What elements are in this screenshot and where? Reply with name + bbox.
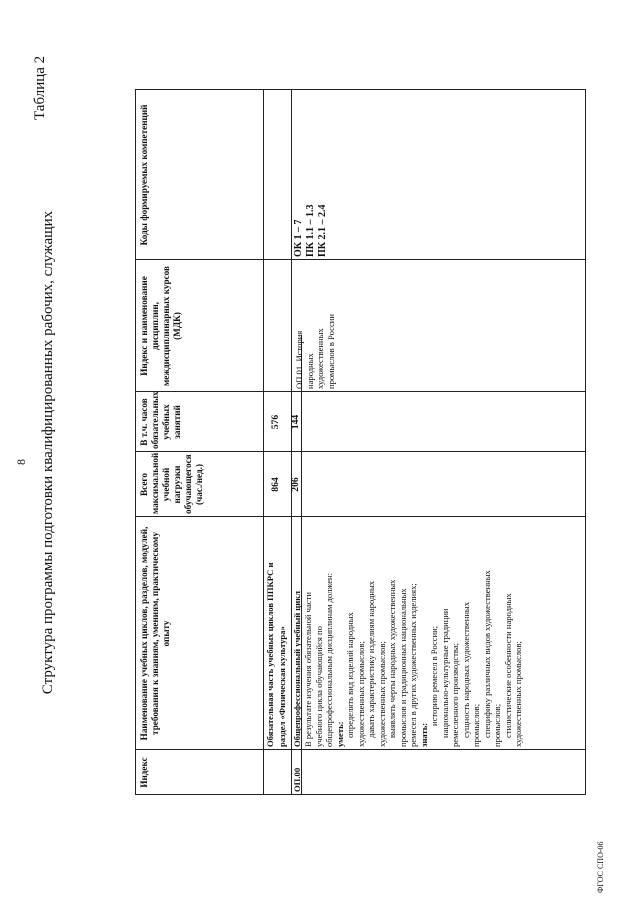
col-border-left [135,794,586,795]
op-cycle-hours: 144 [290,414,301,430]
knowledge-item: ремесленного производства; [450,642,460,747]
knowledge-item: сущность народных художественных [460,601,471,738]
competency-code: ПК 1.1 – 1.3 [305,204,316,257]
knowledge-item: специфику различных видов художественных [481,570,492,738]
knowledge-item: стилистические особенности народных [502,593,513,738]
content-intro-2: учебного цикла обучающийся по [313,626,324,747]
discipline-name-2: народных [304,353,315,389]
col-border-right [135,89,586,90]
skills-heading: уметь: [334,721,345,747]
skill-item: давать характеристику изделиям народных [366,580,376,738]
op-cycle-total: 206 [290,477,301,492]
skill-item: ремесел в других художественных изделиях; [408,583,418,747]
table-label: Таблица 2 [32,55,48,120]
content-intro-3: общепрофессиональным дисциплинам должен: [324,572,334,747]
competency-code: ОК 1 – 7 [293,219,304,257]
document-title: Структура программы подготовки квалифицированных рабочих, служащих [40,210,56,695]
skill-item: художественных промыслов; [355,641,366,747]
discipline-name-1: ОП.01. История [294,330,304,389]
table-bottom-border [585,90,586,795]
skill-item: определять вид изделий народных [345,612,355,738]
skill-item: художественных промыслов; [376,641,387,747]
header-separator [263,90,264,795]
knowledge-item: промыслов; [492,703,502,747]
page-number: 8 [14,459,28,465]
op-cycle-index: ОП.00 [292,767,302,792]
skill-item: выявлять черты народных художественных [387,579,397,738]
knowledge-item: промыслов; [471,703,481,747]
structure-table [135,90,586,795]
mandatory-part-hours: 576 [270,414,281,430]
header-index: Индекс [139,757,149,788]
mandatory-part-label-2: раздел «Физическая культура» [277,626,287,747]
knowledge-item: художественных промыслов; [513,641,523,747]
op-cycle-label: Общепрофессиональный учебный цикл [292,591,302,747]
content-intro-1: В результате изучения обязательной части [303,592,313,747]
page-footer: ФГОС СПО-06 [596,841,605,893]
knowledge-heading: знать: [418,722,429,747]
skill-item: промыслов и традиционных национальных [397,588,408,747]
col-border-disciplines [135,259,586,260]
mandatory-part-total: 864 [270,477,281,492]
header-name: Наименование учебных циклов, разделов, модулей, требования к знаниям, умениям, практическому опыту [139,526,171,741]
mandatory-part-label-1: Обязательная часть учебных циклов ППКРС и [265,562,275,747]
header-competency-codes: Коды формируемых компетенций [139,104,149,246]
knowledge-item: национально-культурные традиции [439,608,450,738]
discipline-name-4: промыслов в России [325,314,336,389]
header-total-load: Всего максимальной учебной нагрузки обучающегося (час./нед.) [139,452,204,514]
col-border-mandatory [135,391,586,392]
table-top-border [135,90,136,795]
competency-code: ПК 2.1 – 2.4 [317,204,328,257]
header-disciplines: Индекс и наименование дисциплин, междисциплинарных курсов (МДК) [139,266,182,386]
header-mandatory-hours: В т.ч. часов обязательных учебных занятий [139,391,182,449]
discipline-name-3: художественных [315,328,325,389]
knowledge-item: историю ремесел в России; [429,625,439,726]
